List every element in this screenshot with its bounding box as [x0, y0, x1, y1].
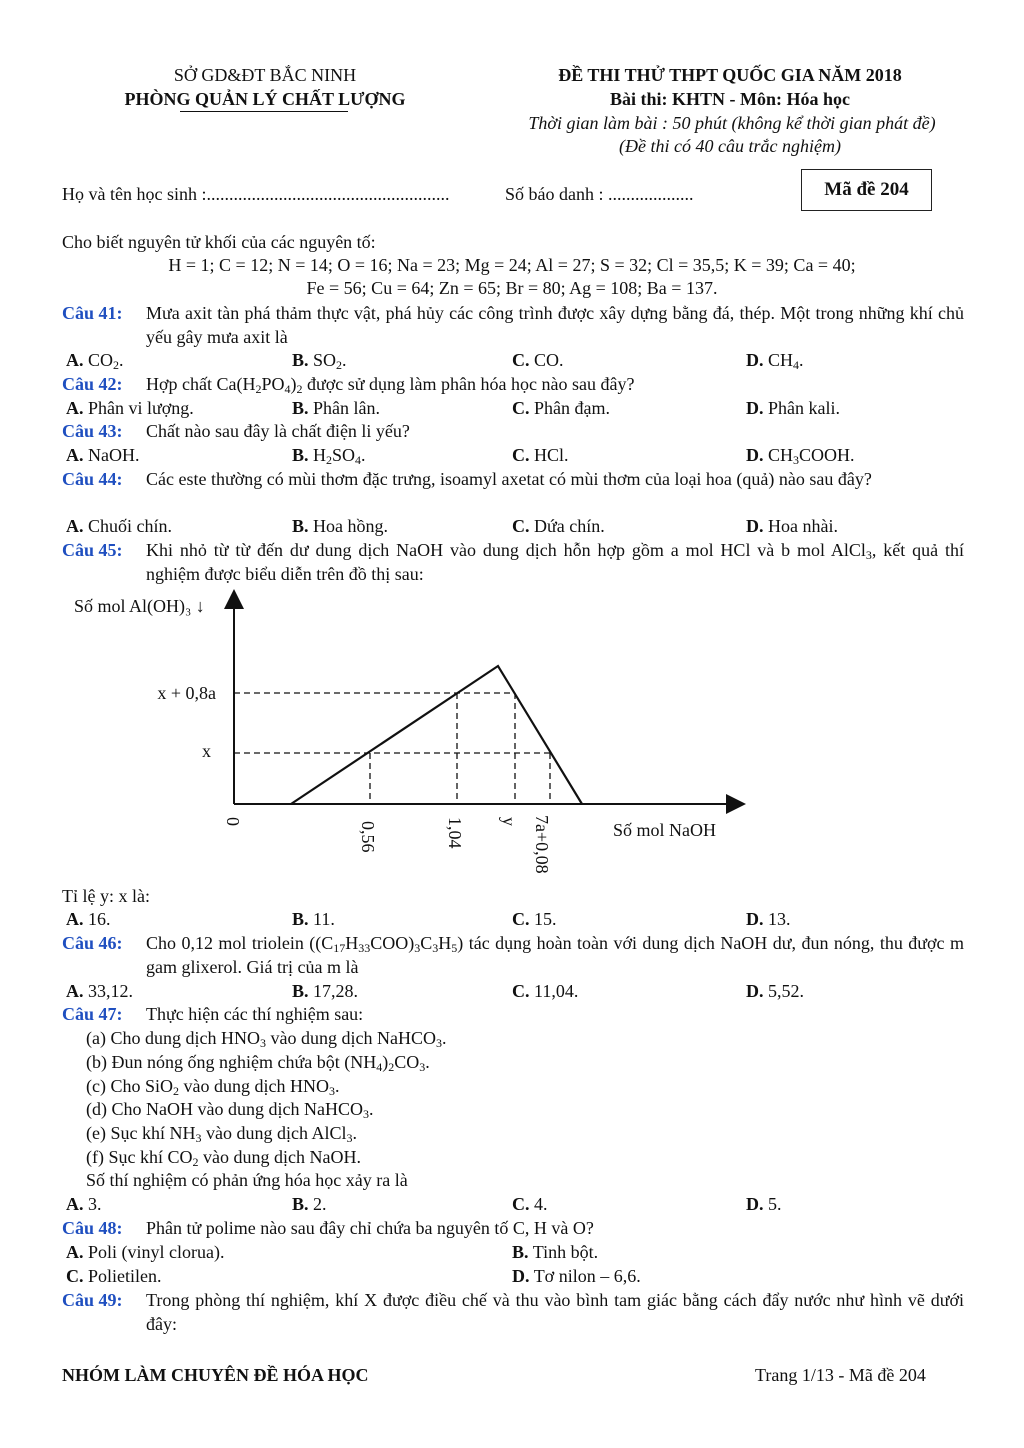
option-d[interactable]: D. 13. [746, 909, 791, 929]
option-d[interactable]: D. $CH_4$. [746, 350, 804, 372]
option-a[interactable]: A. NaOH. [66, 445, 140, 465]
option-a[interactable]: A. Poli (vinyl clorua). [66, 1242, 225, 1262]
question-47-prompt: Số thí nghiệm có phản ứng hóa học xảy ra là [86, 1170, 408, 1190]
option-a[interactable]: A. $CO_2$. [66, 350, 124, 372]
question-45-ratio: Tỉ lệ y: x là: [62, 886, 150, 906]
question-43-options [66, 444, 966, 467]
question-41-options [66, 349, 966, 372]
option-c[interactable]: C. Dứa chín. [512, 516, 605, 536]
question-41-number: Câu 41: [62, 303, 123, 323]
option-d[interactable]: D. 5. [746, 1194, 782, 1214]
question-48-options-row2 [66, 1265, 966, 1288]
statement-b: (b) Đun nóng ống nghiệm chứa bột $(NH_4)_2CO_3$. [86, 1052, 430, 1074]
option-a[interactable]: A. Phân vi lượng. [66, 398, 194, 418]
statement-f: (f) Sục khí $CO_2$ vào dung dịch NaOH. [86, 1147, 361, 1169]
question-45-text: Khi nhỏ từ từ đến dư dung dịch NaOH vào dung dịch hỗn hợp gồm a mol HCl và b mol AlCl$_3$, kết quả thí nghiệm được biểu diễn trên đồ thị sau: [146, 540, 964, 584]
option-a[interactable]: A. Chuối chín. [66, 516, 172, 536]
question-47-text: Thực hiện các thí nghiệm sau: [146, 1004, 364, 1024]
question-44-number: Câu 44: [62, 469, 123, 489]
option-b[interactable]: B. 17,28. [292, 981, 359, 1001]
option-a[interactable]: A. 16. [66, 909, 111, 929]
header-left-line2: PHÒNG QUẢN LÝ CHẤT LƯỢNG [124, 89, 406, 109]
header-right-line2: Bài thi: KHTN - Môn: Hóa học [609, 89, 850, 109]
question-46-number: Câu 46: [62, 933, 123, 953]
graph-y-axis-label: Số mol Al(OH)₃ ↓ [74, 596, 205, 616]
question-44-text: Các este thường có mùi thơm đặc trưng, isoamyl axetat có mùi thơm của loại hoa (quả) nào sau đây? [146, 469, 872, 489]
option-a[interactable]: A. 33,12. [66, 981, 133, 1001]
option-c[interactable]: C. Polietilen. [66, 1266, 162, 1286]
footer-left: NHÓM LÀM CHUYÊN ĐỀ HÓA HỌC [62, 1365, 369, 1385]
option-c[interactable]: C. HCl. [512, 445, 569, 465]
question-48-text: Phân tử polime nào sau đây chỉ chứa ba nguyên tố C, H và O? [146, 1218, 594, 1238]
option-c[interactable]: C. Phân đạm. [512, 398, 610, 418]
question-41-text: Mưa axit tàn phá thảm thực vật, phá hủy các công trình được xây dựng bằng đá, thép. Một trong những khí chủ yếu gây mưa axit là [146, 303, 964, 347]
question-47-options [66, 1193, 966, 1216]
student-id-field: Số báo danh : ................... [505, 184, 694, 204]
atomic-line2: Fe = 56; Cu = 64; Zn = 65; Br = 80; Ag = 108; Ba = 137. [306, 278, 718, 298]
question-43-number: Câu 43: [62, 421, 123, 441]
option-b[interactable]: B. 2. [292, 1194, 327, 1214]
footer-right: Trang 1/13 - Mã đề 204 [755, 1365, 926, 1385]
option-d[interactable]: D. Tơ nilon – 6,6. [512, 1266, 641, 1286]
option-c[interactable]: C. CO. [512, 350, 564, 370]
student-name-field: Họ và tên học sinh :...................................................... [62, 184, 450, 204]
option-b[interactable]: B. Hoa hồng. [292, 516, 389, 536]
option-c[interactable]: C. 11,04. [512, 981, 579, 1001]
statement-c: (c) Cho SiO$_2$ vào dung dịch $HNO_3$. [86, 1076, 340, 1098]
question-48-number: Câu 48: [62, 1218, 123, 1238]
header-right-line4: (Đề thi có 40 câu trắc nghiệm) [619, 136, 841, 156]
graph-x-label-2: 1,04 [445, 817, 465, 849]
option-b[interactable]: B. $H_2SO_4$. [292, 445, 366, 467]
question-47-number: Câu 47: [62, 1004, 123, 1024]
option-a[interactable]: A. 3. [66, 1194, 102, 1214]
option-d[interactable]: D. $CH_3COOH$. [746, 445, 855, 467]
aloh3-naoh-graph [60, 585, 780, 885]
question-45-options [66, 908, 966, 931]
atomic-intro: Cho biết nguyên tử khối của các nguyên tố: [62, 232, 376, 252]
option-b[interactable]: B. Phân lân. [292, 398, 381, 418]
question-46-options [66, 980, 966, 1003]
option-b[interactable]: B. $SO_2$. [292, 350, 347, 372]
question-46-text: Cho 0,12 mol triolein $((C_{17}H_{33}COO)_3C_3H_5)$ tác dụng hoàn toàn với dung dịch NaOH dư, đun nóng, thu được m gam glixerol. Giá trị của m là [146, 933, 964, 977]
graph-y-label-top: x + 0,8a [157, 683, 216, 703]
option-d[interactable]: D. Phân kali. [746, 398, 840, 418]
question-42-text: Hợp chất $Ca(H_2PO_4)_2$ được sử dụng làm phân hóa học nào sau đây? [146, 374, 635, 396]
option-c[interactable]: C. 15. [512, 909, 557, 929]
question-49-number: Câu 49: [62, 1290, 123, 1310]
statement-a: (a) Cho dung dịch $HNO_3$ vào dung dịch NaHCO$_3$. [86, 1028, 447, 1050]
question-48-options-row1 [66, 1241, 966, 1264]
graph-x-label-4: 7a+0,08 [532, 815, 552, 874]
option-c[interactable]: C. 4. [512, 1194, 548, 1214]
graph-x-label-1: 0,56 [358, 821, 378, 853]
atomic-line1: H = 1; C = 12; N = 14; O = 16; Na = 23; Mg = 24; Al = 27; S = 32; Cl = 35,5; K = 39; Ca = 40; [168, 255, 856, 275]
option-b[interactable]: B. 11. [292, 909, 335, 929]
option-d[interactable]: D. 5,52. [746, 981, 804, 1001]
exam-code-box: Mã đề 204 [801, 169, 932, 211]
option-d[interactable]: D. Hoa nhài. [746, 516, 838, 536]
graph-x-label-3: y [499, 817, 519, 826]
question-45-number: Câu 45: [62, 540, 123, 560]
question-42-number: Câu 42: [62, 374, 123, 394]
question-49-text: Trong phòng thí nghiệm, khí X được điều chế và thu vào bình tam giác bằng cách đẩy nước như hình vẽ dưới đây: [146, 1290, 964, 1334]
header-right-line1: ĐỀ THI THỬ THPT QUỐC GIA NĂM 2018 [558, 65, 902, 85]
graph-x-axis-label: Số mol NaOH [613, 820, 716, 840]
option-b[interactable]: B. Tinh bột. [512, 1242, 599, 1262]
question-42-options [66, 397, 966, 420]
statement-e: (e) Sục khí $NH_3$ vào dung dịch AlCl$_3$. [86, 1123, 357, 1145]
graph-curve [291, 666, 582, 804]
header-left-line1: SỞ GD&ĐT BẮC NINH [173, 65, 357, 85]
graph-origin-label: 0 [223, 817, 243, 826]
header-underline [180, 111, 348, 112]
question-43-text: Chất nào sau đây là chất điện li yếu? [146, 421, 410, 441]
graph-y-label-mid: x [202, 741, 211, 761]
header-right-line3: Thời gian làm bài : 50 phút (không kể thời gian phát đề) [528, 113, 936, 133]
question-44-options [66, 515, 966, 538]
statement-d: (d) Cho NaOH vào dung dịch NaHCO$_3$. [86, 1099, 374, 1121]
